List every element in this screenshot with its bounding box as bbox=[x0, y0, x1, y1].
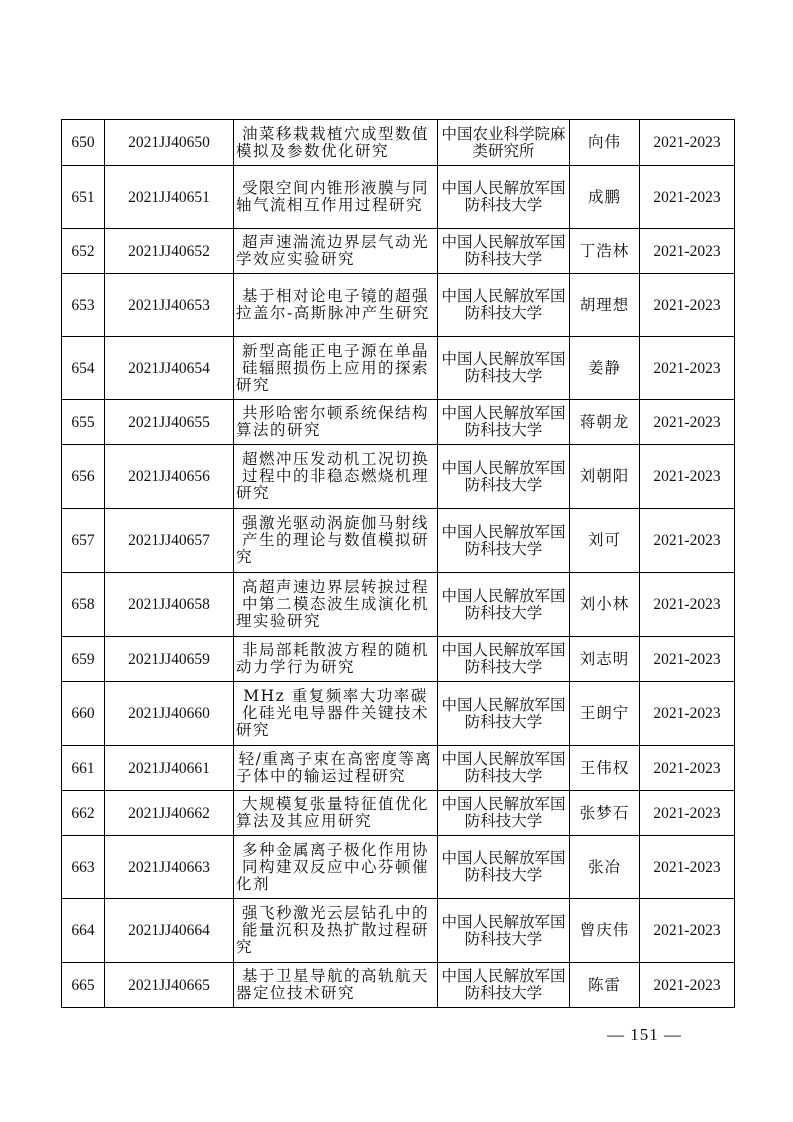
row-number: 663 bbox=[62, 836, 105, 899]
table-row bbox=[62, 573, 735, 637]
row-number: 657 bbox=[62, 509, 105, 573]
table-row bbox=[62, 229, 735, 274]
project-code: 2021JJ40658 bbox=[105, 573, 234, 637]
organization: 中国人民解放军国防科技大学 bbox=[438, 899, 570, 963]
project-code: 2021JJ40654 bbox=[105, 337, 234, 400]
project-title: 受限空间内锥形液膜与同轴气流相互作用过程研究 bbox=[234, 166, 438, 229]
project-period: 2021-2023 bbox=[640, 509, 735, 573]
principal-investigator: 胡理想 bbox=[570, 274, 640, 337]
project-period: 2021-2023 bbox=[640, 274, 735, 337]
project-code: 2021JJ40656 bbox=[105, 445, 234, 509]
project-code: 2021JJ40652 bbox=[105, 229, 234, 274]
principal-investigator: 刘志明 bbox=[570, 637, 640, 682]
organization: 中国人民解放军国防科技大学 bbox=[438, 166, 570, 229]
table-row bbox=[62, 337, 735, 400]
principal-investigator: 张梦石 bbox=[570, 791, 640, 836]
project-table bbox=[61, 119, 735, 1008]
row-number: 665 bbox=[62, 963, 105, 1008]
project-title: 强激光驱动涡旋伽马射线产生的理论与数值模拟研究 bbox=[234, 509, 438, 573]
table-row bbox=[62, 746, 735, 791]
row-number: 654 bbox=[62, 337, 105, 400]
row-number: 652 bbox=[62, 229, 105, 274]
project-code: 2021JJ40663 bbox=[105, 836, 234, 899]
principal-investigator: 姜静 bbox=[570, 337, 640, 400]
project-code: 2021JJ40657 bbox=[105, 509, 234, 573]
project-period: 2021-2023 bbox=[640, 899, 735, 963]
table-row bbox=[62, 836, 735, 899]
row-number: 656 bbox=[62, 445, 105, 509]
project-period: 2021-2023 bbox=[640, 963, 735, 1008]
principal-investigator: 丁浩林 bbox=[570, 229, 640, 274]
table-row bbox=[62, 445, 735, 509]
organization: 中国人民解放军国防科技大学 bbox=[438, 400, 570, 445]
row-number: 662 bbox=[62, 791, 105, 836]
principal-investigator: 成鹏 bbox=[570, 166, 640, 229]
project-title: 强飞秒激光云层钻孔中的能量沉积及热扩散过程研究 bbox=[234, 899, 438, 963]
row-number: 660 bbox=[62, 682, 105, 746]
project-period: 2021-2023 bbox=[640, 400, 735, 445]
project-title: 轻/重离子束在高密度等离子体中的输运过程研究 bbox=[234, 746, 438, 791]
table-row bbox=[62, 899, 735, 963]
project-title: 多种金属离子极化作用协同构建双反应中心芬顿催化剂 bbox=[234, 836, 438, 899]
project-period: 2021-2023 bbox=[640, 445, 735, 509]
principal-investigator: 蒋朝龙 bbox=[570, 400, 640, 445]
table-row bbox=[62, 400, 735, 445]
project-title: 超声速湍流边界层气动光学效应实验研究 bbox=[234, 229, 438, 274]
project-title: 新型高能正电子源在单晶硅辐照损伤上应用的探索研究 bbox=[234, 337, 438, 400]
project-code: 2021JJ40653 bbox=[105, 274, 234, 337]
project-code: 2021JJ40660 bbox=[105, 682, 234, 746]
project-period: 2021-2023 bbox=[640, 682, 735, 746]
project-period: 2021-2023 bbox=[640, 637, 735, 682]
principal-investigator: 刘朝阳 bbox=[570, 445, 640, 509]
organization: 中国人民解放军国防科技大学 bbox=[438, 791, 570, 836]
page-number: — 151 — bbox=[607, 1025, 682, 1044]
principal-investigator: 曾庆伟 bbox=[570, 899, 640, 963]
row-number: 658 bbox=[62, 573, 105, 637]
table-row bbox=[62, 637, 735, 682]
project-period: 2021-2023 bbox=[640, 166, 735, 229]
project-table-body bbox=[62, 120, 735, 1008]
project-period: 2021-2023 bbox=[640, 337, 735, 400]
project-code: 2021JJ40651 bbox=[105, 166, 234, 229]
organization: 中国农业科学院麻类研究所 bbox=[438, 120, 570, 166]
project-code: 2021JJ40650 bbox=[105, 120, 234, 166]
table-row bbox=[62, 791, 735, 836]
table-row bbox=[62, 963, 735, 1008]
principal-investigator: 王伟权 bbox=[570, 746, 640, 791]
principal-investigator: 刘可 bbox=[570, 509, 640, 573]
row-number: 651 bbox=[62, 166, 105, 229]
project-period: 2021-2023 bbox=[640, 573, 735, 637]
organization: 中国人民解放军国防科技大学 bbox=[438, 836, 570, 899]
organization: 中国人民解放军国防科技大学 bbox=[438, 637, 570, 682]
project-title: 非局部耗散波方程的随机动力学行为研究 bbox=[234, 637, 438, 682]
principal-investigator: 张冶 bbox=[570, 836, 640, 899]
project-title: 超燃冲压发动机工况切换过程中的非稳态燃烧机理研究 bbox=[234, 445, 438, 509]
organization: 中国人民解放军国防科技大学 bbox=[438, 229, 570, 274]
project-code: 2021JJ40659 bbox=[105, 637, 234, 682]
project-code: 2021JJ40662 bbox=[105, 791, 234, 836]
table-row bbox=[62, 166, 735, 229]
organization: 中国人民解放军国防科技大学 bbox=[438, 445, 570, 509]
row-number: 653 bbox=[62, 274, 105, 337]
table-row bbox=[62, 274, 735, 337]
project-period: 2021-2023 bbox=[640, 746, 735, 791]
row-number: 661 bbox=[62, 746, 105, 791]
project-period: 2021-2023 bbox=[640, 836, 735, 899]
principal-investigator: 陈雷 bbox=[570, 963, 640, 1008]
row-number: 650 bbox=[62, 120, 105, 166]
project-title: 基于卫星导航的高轨航天器定位技术研究 bbox=[234, 963, 438, 1008]
table-row bbox=[62, 509, 735, 573]
project-period: 2021-2023 bbox=[640, 791, 735, 836]
project-period: 2021-2023 bbox=[640, 229, 735, 274]
organization: 中国人民解放军国防科技大学 bbox=[438, 963, 570, 1008]
project-code: 2021JJ40664 bbox=[105, 899, 234, 963]
project-title: 高超声速边界层转捩过程中第二模态波生成演化机理实验研究 bbox=[234, 573, 438, 637]
principal-investigator: 刘小林 bbox=[570, 573, 640, 637]
project-title: MHz 重复频率大功率碳化硅光电导器件关键技术研究 bbox=[234, 682, 438, 746]
table-row bbox=[62, 682, 735, 746]
project-code: 2021JJ40661 bbox=[105, 746, 234, 791]
organization: 中国人民解放军国防科技大学 bbox=[438, 573, 570, 637]
project-title: 大规模复张量特征值优化算法及其应用研究 bbox=[234, 791, 438, 836]
organization: 中国人民解放军国防科技大学 bbox=[438, 682, 570, 746]
row-number: 664 bbox=[62, 899, 105, 963]
project-code: 2021JJ40655 bbox=[105, 400, 234, 445]
row-number: 655 bbox=[62, 400, 105, 445]
organization: 中国人民解放军国防科技大学 bbox=[438, 274, 570, 337]
project-code: 2021JJ40665 bbox=[105, 963, 234, 1008]
project-title: 共形哈密尔顿系统保结构算法的研究 bbox=[234, 400, 438, 445]
project-period: 2021-2023 bbox=[640, 120, 735, 166]
organization: 中国人民解放军国防科技大学 bbox=[438, 509, 570, 573]
organization: 中国人民解放军国防科技大学 bbox=[438, 746, 570, 791]
row-number: 659 bbox=[62, 637, 105, 682]
principal-investigator: 王朗宁 bbox=[570, 682, 640, 746]
principal-investigator: 向伟 bbox=[570, 120, 640, 166]
organization: 中国人民解放军国防科技大学 bbox=[438, 337, 570, 400]
project-title: 基于相对论电子镜的超强拉盖尔-高斯脉冲产生研究 bbox=[234, 274, 438, 337]
table-row bbox=[62, 120, 735, 166]
project-title: 油菜移栽栽植穴成型数值模拟及参数优化研究 bbox=[234, 120, 438, 166]
